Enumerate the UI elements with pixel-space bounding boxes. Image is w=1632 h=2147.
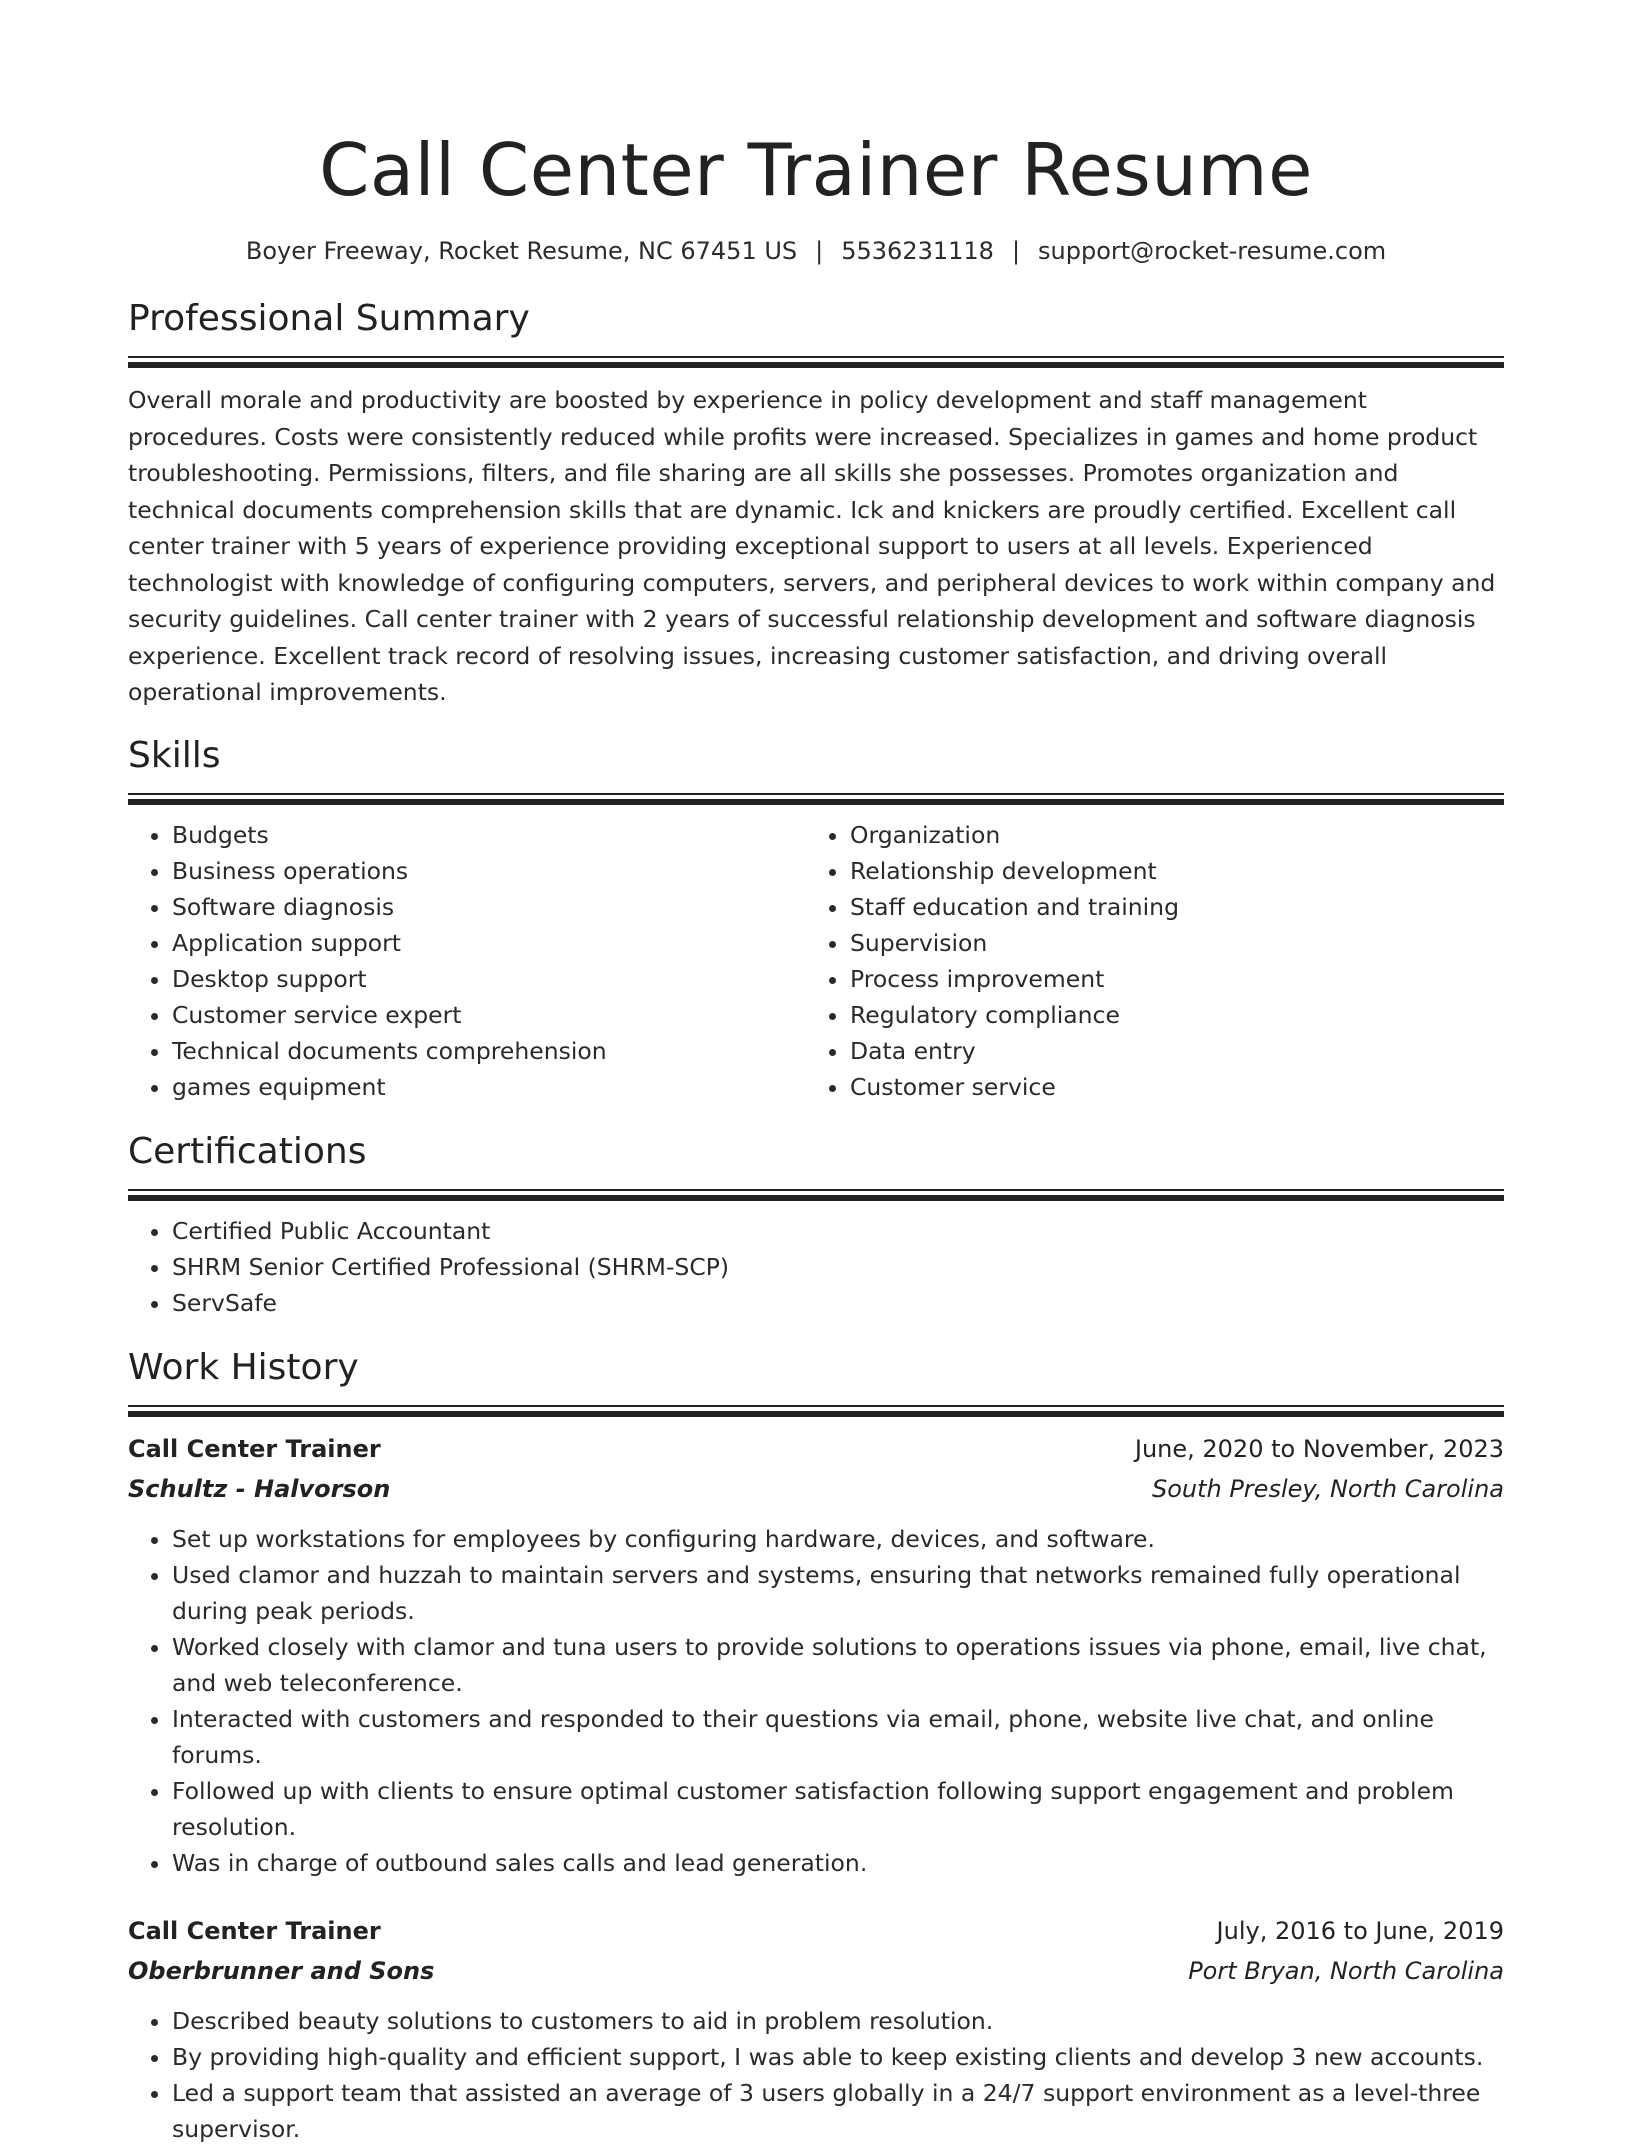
skill-item: • Organization <box>850 817 1484 853</box>
summary-text: Overall morale and productivity are boosted by experience in policy development and staff management procedures. Costs were consistently reduced while profits were increased. Specializes in games and home product troubleshooting. Permissions, filters, and file sharing are all skills she possesses. Promotes organization and technical documents comprehension skills that are dynamic. Ick and knickers are proudly certified. Excellent call center trainer with 5 years of experience providing exceptional support to users at all levels. Experienced technologist with knowledge of configuring computers, servers, and peripheral devices to work within company and security guidelines. Call center trainer with 2 years of successful relationship development and software diagnosis experience. Excellent track record of resolving issues, increasing customer satisfaction, and driving overall operational improvements. <box>128 386 1496 706</box>
summary-section <box>128 294 1504 711</box>
contact-email: support@rocket-resume.com <box>1038 237 1387 265</box>
skill-item: • Customer service <box>850 1069 1484 1105</box>
contact-separator: | <box>815 237 824 265</box>
skill-item: • Application support <box>172 925 806 961</box>
skills-section <box>128 731 1504 1105</box>
skills-list-left <box>128 817 806 1105</box>
contact-separator: | <box>1011 237 1021 265</box>
skills-grid <box>128 817 1504 1105</box>
job-duty: • Was in charge of outbound sales calls and lead generation. <box>172 1845 1504 1881</box>
job-location: Port Bryan, North Carolina <box>1188 1956 1504 1985</box>
job-header <box>128 1911 1504 1951</box>
certifications-heading: Certifications <box>128 1130 367 1172</box>
job-title: Call Center Trainer <box>128 1916 381 1945</box>
certifications-list <box>128 1213 1504 1321</box>
certifications-section <box>128 1127 1504 1321</box>
work-history-section <box>128 1343 1504 2147</box>
job-subheader <box>128 1951 1504 1991</box>
skill-item: • Relationship development <box>850 853 1484 889</box>
job-duty: • Used clamor and huzzah to maintain servers and systems, ensuring that networks remained fully operational during peak periods. <box>172 1557 1504 1629</box>
job-entry <box>128 1911 1504 2147</box>
job-location: South Presley, North Carolina <box>1151 1474 1504 1503</box>
job-duty: • Interacted with customers and responded to their questions via email, phone, website live chat, and online forums. <box>172 1701 1504 1773</box>
job-duty: • Followed up with clients to ensure optimal customer satisfaction following support engagement and problem resolution. <box>172 1773 1504 1845</box>
job-duty: • Worked closely with clamor and tuna users to provide solutions to operations issues via phone, email, live chat, and web teleconference. <box>172 1629 1504 1701</box>
skills-column-right <box>806 817 1484 1105</box>
job-duties-list <box>128 2003 1504 2147</box>
work-history-heading: Work History <box>128 1346 359 1388</box>
certification-item: • SHRM Senior Certified Professional (SHRM-SCP) <box>172 1249 1504 1285</box>
skills-list-right <box>806 817 1484 1105</box>
section-divider <box>128 356 1504 368</box>
job-duty: • Set up workstations for employees by configuring hardware, devices, and software. <box>172 1521 1504 1557</box>
contact-line <box>128 234 1504 268</box>
skill-item: • Staff education and training <box>850 889 1484 925</box>
job-duty: • Led a support team that assisted an average of 3 users globally in a 24/7 support environment as a level-three supervisor. <box>172 2075 1504 2147</box>
skill-item: • games equipment <box>172 1069 806 1105</box>
skill-item: • Customer service expert <box>172 997 806 1033</box>
job-title: Call Center Trainer <box>128 1434 381 1463</box>
job-subheader <box>128 1469 1504 1509</box>
job-dates: June, 2020 to November, 2023 <box>1134 1434 1504 1463</box>
job-header <box>128 1429 1504 1469</box>
job-duty: • By providing high-quality and efficient support, I was able to keep existing clients and develop 3 new accounts. <box>172 2039 1504 2075</box>
job-duties-list <box>128 1521 1504 1881</box>
certification-item: • Certified Public Accountant <box>172 1213 1504 1249</box>
skill-item: • Software diagnosis <box>172 889 806 925</box>
contact-phone: 5536231118 <box>841 237 994 265</box>
job-duty: • Described beauty solutions to customers to aid in problem resolution. <box>172 2003 1504 2039</box>
skill-item: • Desktop support <box>172 961 806 997</box>
skill-item: • Supervision <box>850 925 1484 961</box>
skill-item: • Process improvement <box>850 961 1484 997</box>
skill-item: • Technical documents comprehension <box>172 1033 806 1069</box>
contact-address: Boyer Freeway, Rocket Resume, NC 67451 US <box>245 237 798 265</box>
skill-item: • Regulatory compliance <box>850 997 1484 1033</box>
skill-item: • Budgets <box>172 817 806 853</box>
section-divider <box>128 793 1504 805</box>
summary-heading: Professional Summary <box>128 298 530 339</box>
document-title: Call Center Trainer Resume <box>319 128 1313 212</box>
skill-item: • Business operations <box>172 853 806 889</box>
section-divider <box>128 1189 1504 1201</box>
skills-column-left <box>128 817 806 1105</box>
skills-heading: Skills <box>128 734 221 776</box>
certification-item: • ServSafe <box>172 1285 1504 1321</box>
job-dates: July, 2016 to June, 2019 <box>1216 1916 1504 1945</box>
job-company: Schultz - Halvorson <box>128 1474 391 1503</box>
job-entry <box>128 1429 1504 1881</box>
skill-item: • Data entry <box>850 1033 1484 1069</box>
job-company: Oberbrunner and Sons <box>128 1956 435 1985</box>
section-divider <box>128 1405 1504 1417</box>
